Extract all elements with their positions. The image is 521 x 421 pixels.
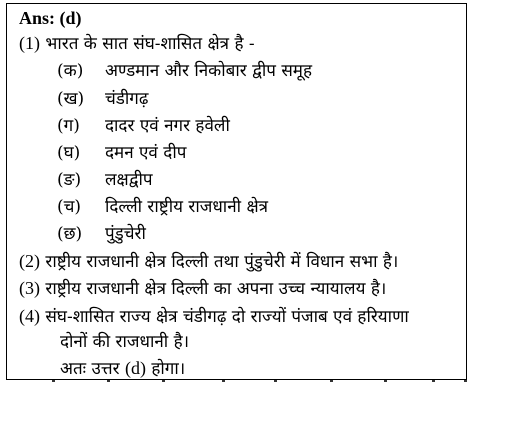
cut-off-text-fragment (12, 380, 472, 384)
point-number: (2) (19, 251, 40, 271)
point-4-continuation: दोनों की राजधानी है। (60, 332, 190, 352)
point-number: (4) (19, 306, 40, 326)
point-text: राष्ट्रीय राजधानी क्षेत्र दिल्ली तथा पुंडुचेरी में विधान सभा है। (45, 252, 399, 272)
ut-name: चंडीगढ़ (105, 89, 149, 109)
point-text: राष्ट्रीय राजधानी क्षेत्र दिल्ली का अपना उच्च न्यायालय है। (45, 279, 387, 299)
point-1 (19, 32, 255, 55)
ut-label: (ख) (57, 89, 85, 109)
ut-label: (छ) (57, 224, 83, 244)
ut-label: (घ) (57, 143, 81, 163)
ut-name: अण्डमान और निकोबार द्वीप समूह (105, 61, 312, 81)
point-text: भारत के सात संघ-शासित क्षेत्र है - (45, 34, 255, 54)
point-text: संघ-शासित राज्य क्षेत्र चंडीगढ़ दो राज्यों पंजाब एवं हरियाणा (45, 307, 409, 327)
conclusion-suffix: होगा। (151, 359, 186, 379)
point-3 (19, 277, 386, 300)
conclusion-prefix: अतः उत्तर (60, 359, 120, 379)
ut-label: (ग) (57, 116, 80, 136)
answer-heading: Ans: (d) (19, 8, 82, 28)
point-number: (3) (19, 278, 40, 298)
ut-label: (च) (57, 197, 82, 217)
point-2 (19, 250, 398, 273)
conclusion-option: (d) (124, 358, 146, 378)
ut-name: दादर एवं नगर हवेली (105, 116, 230, 136)
ut-name: दमन एवं दीप (105, 143, 187, 163)
ut-label: (क) (57, 61, 84, 81)
ut-label: (ङ) (57, 170, 82, 190)
ut-name: दिल्ली राष्ट्रीय राजधानी क्षेत्र (105, 197, 269, 217)
point-number: (1) (19, 33, 40, 53)
conclusion (60, 357, 185, 380)
ut-name: पुंडुचेरी (105, 224, 146, 244)
ut-name: लक्षद्वीप (105, 170, 153, 190)
answer-box (6, 3, 467, 380)
point-4 (19, 305, 409, 328)
